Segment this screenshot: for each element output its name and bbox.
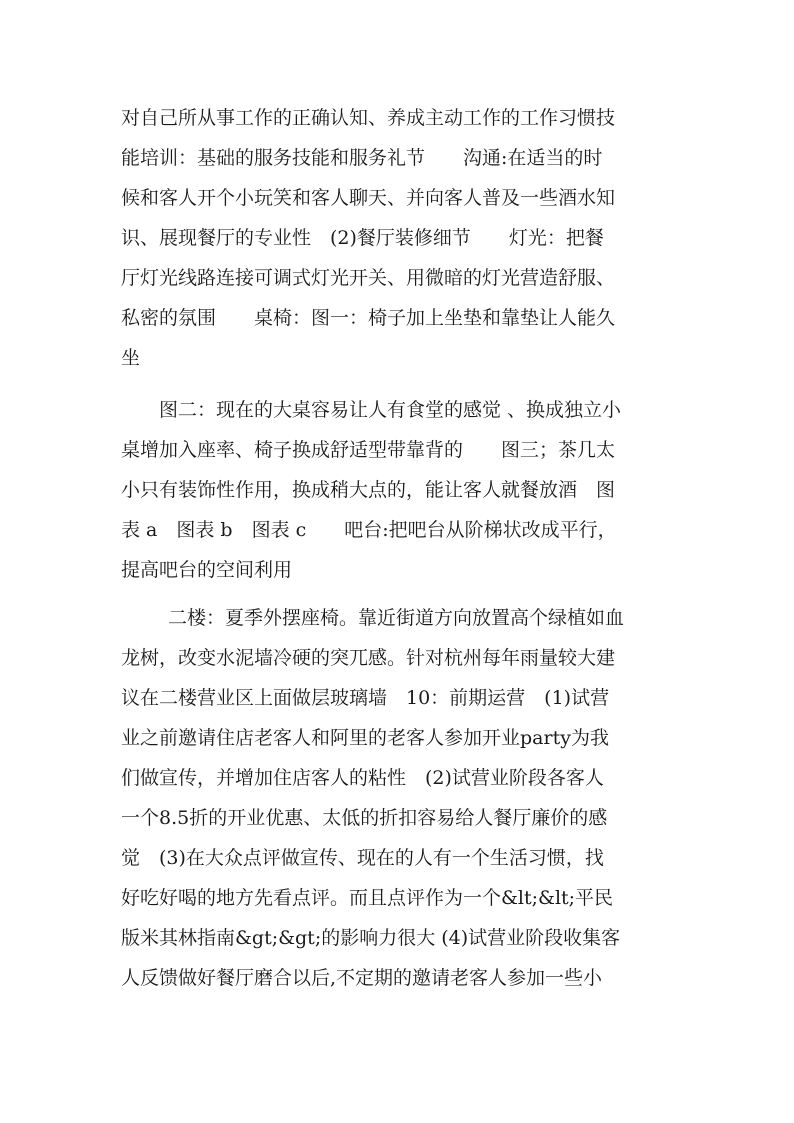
text-line: 能培训：基础的服务技能和服务礼节 沟通:在适当的时 bbox=[121, 147, 603, 169]
text-line: 对自己所从事工作的正确认知、养成主动工作的工作习惯技 bbox=[121, 107, 616, 129]
text-line: 人反馈做好餐厅磨合以后,不定期的邀请老客人参加一些小 bbox=[121, 967, 603, 989]
text-line: 提高吧台的空间利用 bbox=[121, 559, 293, 581]
text-line: 二楼：夏季外摆座椅。靠近街道方向放置高个绿植如血 bbox=[149, 607, 625, 629]
text-line: 好吃好喝的地方先看点评。而且点评作为一个&lt;&lt;平民 bbox=[121, 887, 614, 909]
text-line: 图二：现在的大桌容易让人有食堂的感觉 、换成独立小 bbox=[140, 399, 622, 421]
text-line: 们做宣传，并增加住店客人的粘性 (2)试营业阶段各客人 bbox=[121, 767, 604, 789]
text-line: 一个8.5折的开业优惠、太低的折扣容易给人餐厅廉价的感 bbox=[121, 807, 608, 829]
text-line: 候和客人开个小玩笑和客人聊天、并向客人普及一些酒水知 bbox=[121, 187, 616, 209]
text-line: 小只有装饰性作用，换成稍大点的，能让客人就餐放酒 图 bbox=[121, 479, 616, 501]
text-line: 私密的氛围 桌椅：图一：椅子加上坐垫和靠垫让人能久 bbox=[121, 307, 616, 329]
text-line: 议在二楼营业区上面做层玻璃墙 10：前期运营 (1)试营 bbox=[121, 687, 610, 709]
text-line: 厅灯光线路连接可调式灯光开关、用微暗的灯光营造舒服、 bbox=[121, 267, 616, 289]
text-line: 表 a 图表 b 图表 c 吧台:把吧台从阶梯状改成平行， bbox=[121, 519, 617, 541]
text-line: 龙树，改变水泥墙冷硬的突兀感。针对杭州每年雨量较大建 bbox=[121, 647, 616, 669]
text-line: 版米其林指南&gt;&gt;的影响力很大 (4)试营业阶段收集客 bbox=[121, 927, 621, 949]
text-line: 坐 bbox=[121, 347, 141, 369]
text-line: 业之前邀请住店老客人和阿里的老客人参加开业party为我 bbox=[121, 727, 609, 749]
text-line: 觉 (3)在大众点评做宣传、现在的人有一个生活习惯，找 bbox=[121, 847, 604, 869]
text-line: 识、展现餐厅的专业性 (2)餐厅装修细节 灯光：把餐 bbox=[121, 227, 604, 249]
text-line: 桌增加入座率、椅子换成舒适型带靠背的 图三；茶几太 bbox=[121, 439, 616, 461]
